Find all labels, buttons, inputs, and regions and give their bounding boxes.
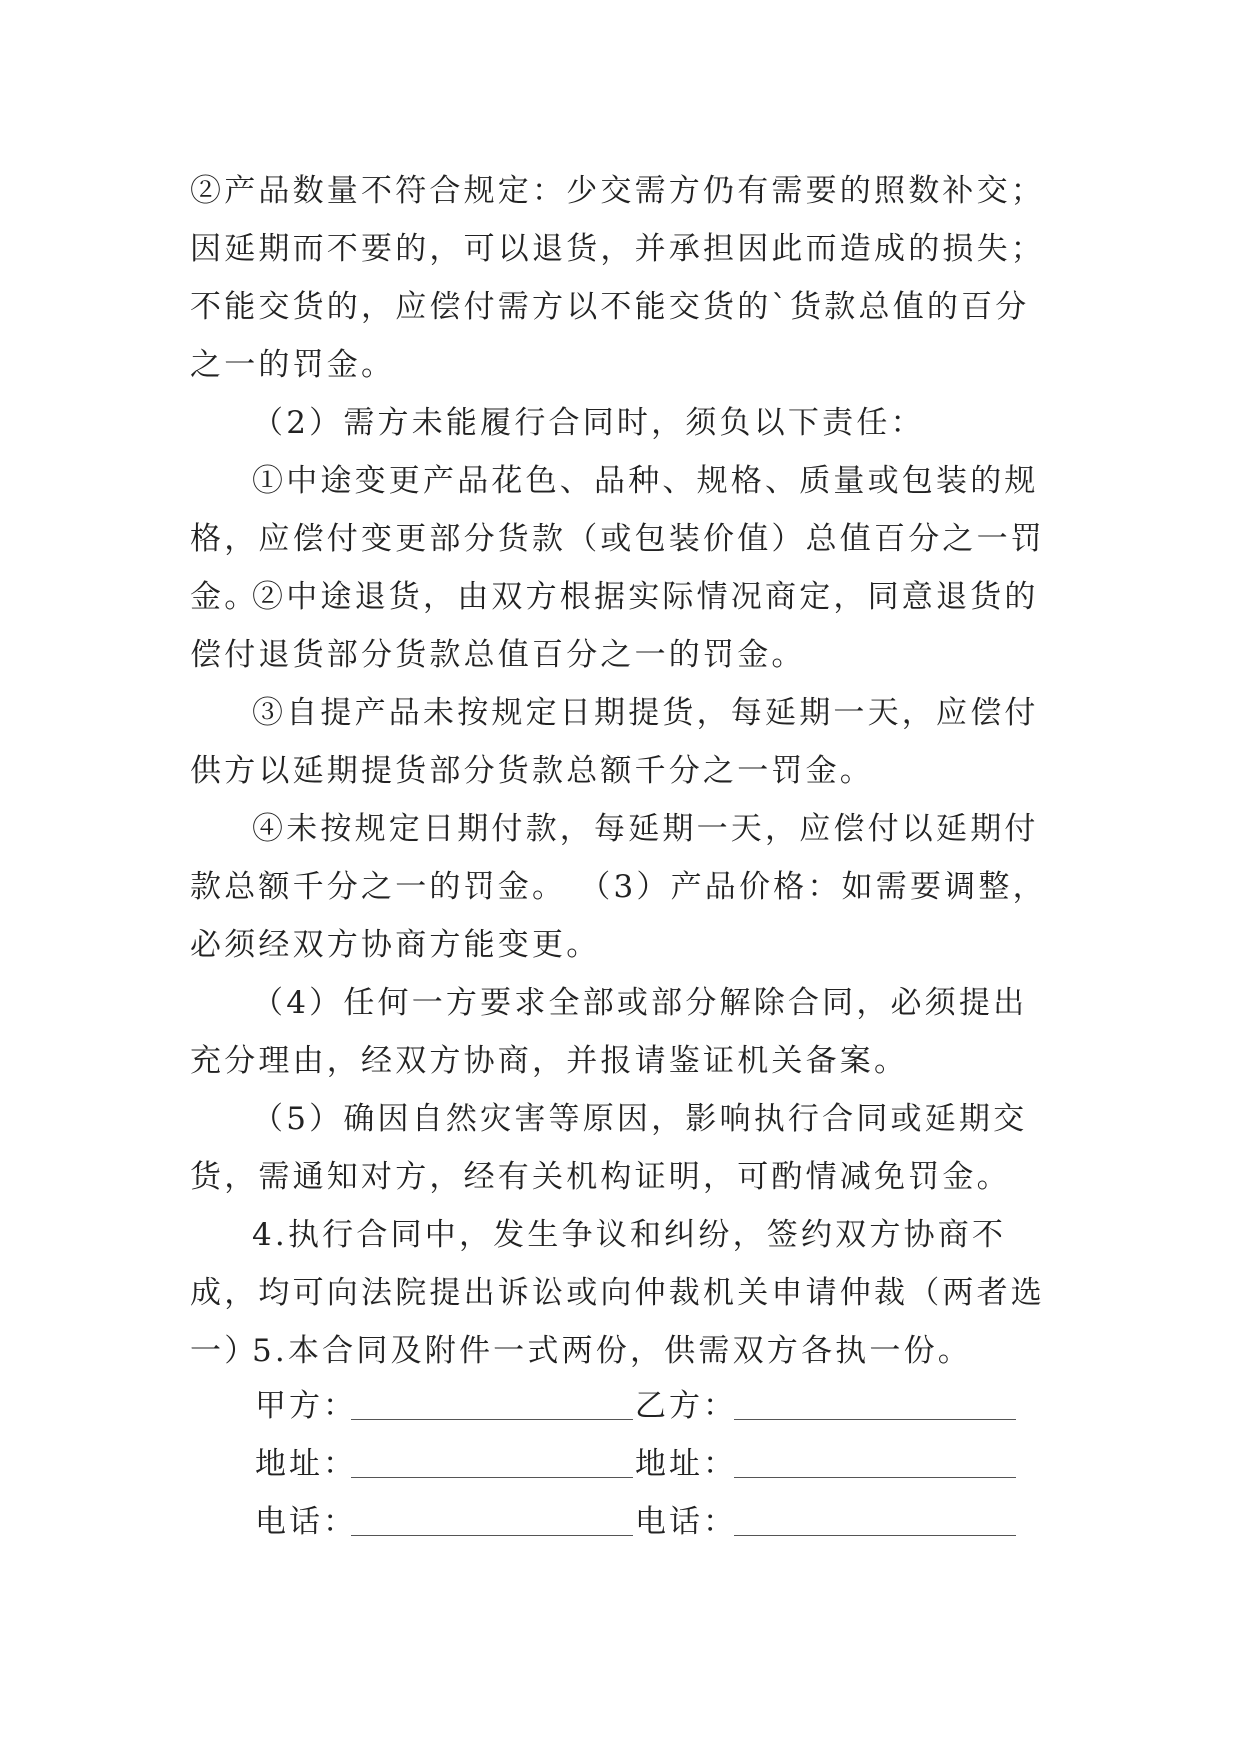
- clause-change-specification: ①中途变更产品花色、品种、规格、质量或包装的规格，应偿付变更部分货款（或包装价值）总值百分之一罚金。: [190, 463, 1045, 615]
- party-b-label: 乙方：: [635, 1388, 737, 1424]
- clause-quantity-shortfall: ②产品数量不符合规定：少交需方仍有需要的照数补交；因延期而不要的，可以退货，并承担因此而造成的损失；不能交货的，应偿付需方以不能交货的`货款总值的百分之一的罚金。: [190, 173, 1045, 383]
- clause-force-majeure: （5）确因自然灾害等原因，影响执行合同或延期交货，需通知对方，经有关机构证明，可酌情减免罚金。: [190, 1101, 1028, 1195]
- clause-late-payment-and-price: ④未按规定日期付款，每延期一天，应偿付以延期付款总额千分之一的罚金。 （3）产品价格：如需要调整，必须经双方协商方能变更。: [190, 811, 1047, 963]
- address-a-blank-line: [351, 1477, 633, 1478]
- clause-copies: 5.本合同及附件一式两份，供需双方各执一份。: [252, 1333, 972, 1369]
- phone-a-label: 电话：: [255, 1504, 357, 1540]
- clause-midway-return: ②中途退货，由双方根据实际情况商定，同意退货的偿付退货部分货款总值百分之一的罚金。: [190, 579, 1039, 673]
- phone-a-blank-line: [351, 1535, 633, 1536]
- address-b-label: 地址：: [635, 1446, 737, 1482]
- clause-termination: （4）任何一方要求全部或部分解除合同，必须提出充分理由，经双方协商，并报请鉴证机关备案。: [190, 985, 1028, 1079]
- party-a-label: 甲方：: [255, 1388, 357, 1424]
- clause-late-pickup: ③自提产品未按规定日期提货，每延期一天，应偿付供方以延期提货部分货款总额千分之一罚金。: [190, 695, 1039, 789]
- clause-dispute-resolution: 4.执行合同中，发生争议和纠纷，签约双方协商不成，均可向法院提出诉讼或向仲裁机关申请仲裁（两者选一）: [190, 1217, 1045, 1369]
- address-b-blank-line: [734, 1477, 1016, 1478]
- phone-b-blank-line: [734, 1535, 1016, 1536]
- party-a-blank-line: [351, 1419, 633, 1420]
- party-b-blank-line: [734, 1419, 1016, 1420]
- clause-buyer-liability-heading: （2）需方未能履行合同时，须负以下责任：: [252, 405, 925, 441]
- address-a-label: 地址：: [255, 1446, 357, 1482]
- phone-b-label: 电话：: [635, 1504, 737, 1540]
